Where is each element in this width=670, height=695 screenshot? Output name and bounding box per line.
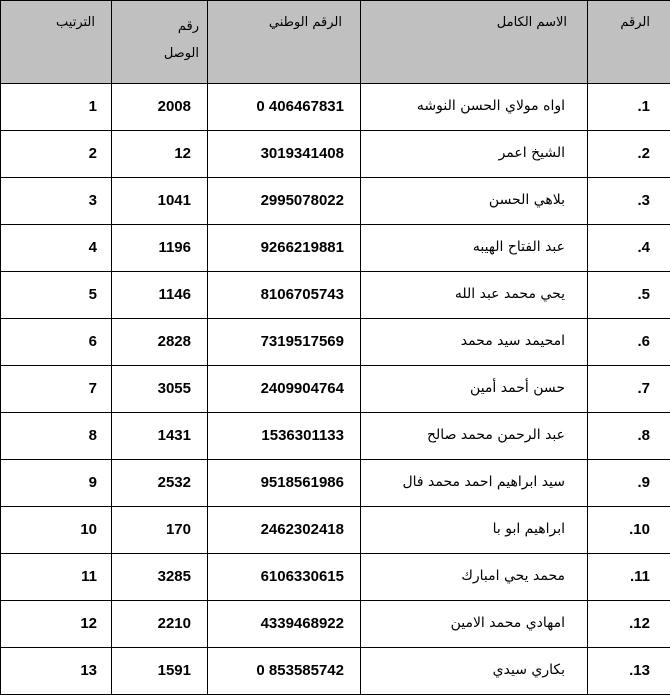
header-national-id: الرقم الوطني — [208, 1, 361, 84]
cell-rank: 5 — [1, 272, 112, 319]
table-row — [1, 272, 670, 319]
cell-rank: 9 — [1, 460, 112, 507]
cell-full-name: محمد يحي امبارك — [361, 554, 588, 601]
cell-national-id: 9518561986 — [208, 460, 361, 507]
cell-receipt: 2828 — [112, 319, 208, 366]
cell-rank: 2 — [1, 131, 112, 178]
table-row — [1, 601, 670, 648]
cell-number: .2 — [588, 131, 670, 178]
cell-full-name: امحيمد سيد محمد — [361, 319, 588, 366]
cell-national-id: 8106705743 — [208, 272, 361, 319]
cell-number: .8 — [588, 413, 670, 460]
cell-receipt: 1196 — [112, 225, 208, 272]
cell-number: .7 — [588, 366, 670, 413]
cell-national-id: 0 853585742 — [208, 648, 361, 695]
cell-number: .13 — [588, 648, 670, 695]
cell-receipt: 1146 — [112, 272, 208, 319]
cell-rank: 6 — [1, 319, 112, 366]
header-rank: الترتيب — [1, 1, 112, 84]
cell-number: .9 — [588, 460, 670, 507]
cell-rank: 4 — [1, 225, 112, 272]
header-receipt-line1: رقم — [178, 19, 199, 34]
cell-receipt: 12 — [112, 131, 208, 178]
cell-full-name: اواه مولاي الحسن النوشه — [361, 84, 588, 131]
cell-receipt: 2210 — [112, 601, 208, 648]
cell-rank: 10 — [1, 507, 112, 554]
table-row — [1, 413, 670, 460]
table-row — [1, 178, 670, 225]
cell-national-id: 7319517569 — [208, 319, 361, 366]
cell-full-name: بلاهي الحسن — [361, 178, 588, 225]
cell-number: .4 — [588, 225, 670, 272]
table-row — [1, 648, 670, 695]
cell-full-name: بكاري سيدي — [361, 648, 588, 695]
cell-receipt: 1431 — [112, 413, 208, 460]
cell-number: .11 — [588, 554, 670, 601]
header-full-name: الاسم الكامل — [361, 1, 588, 84]
cell-number: .5 — [588, 272, 670, 319]
cell-national-id: 2409904764 — [208, 366, 361, 413]
table-row — [1, 507, 670, 554]
table-row — [1, 554, 670, 601]
cell-national-id: 3019341408 — [208, 131, 361, 178]
table-row — [1, 131, 670, 178]
cell-receipt: 170 — [112, 507, 208, 554]
table-row — [1, 460, 670, 507]
cell-rank: 8 — [1, 413, 112, 460]
cell-number: .6 — [588, 319, 670, 366]
cell-full-name: عبد الرحمن محمد صالح — [361, 413, 588, 460]
table-row — [1, 225, 670, 272]
cell-receipt: 3055 — [112, 366, 208, 413]
cell-full-name: حسن أحمد أمين — [361, 366, 588, 413]
cell-rank: 1 — [1, 84, 112, 131]
cell-receipt: 1041 — [112, 178, 208, 225]
cell-full-name: الشيخ اعمر — [361, 131, 588, 178]
cell-receipt: 3285 — [112, 554, 208, 601]
cell-national-id: 9266219881 — [208, 225, 361, 272]
cell-national-id: 0 406467831 — [208, 84, 361, 131]
cell-rank: 13 — [1, 648, 112, 695]
cell-full-name: سيد ابراهيم احمد محمد فال — [361, 460, 588, 507]
cell-national-id: 2462302418 — [208, 507, 361, 554]
cell-number: .1 — [588, 84, 670, 131]
cell-national-id: 4339468922 — [208, 601, 361, 648]
cell-rank: 3 — [1, 178, 112, 225]
cell-number: .10 — [588, 507, 670, 554]
table-row — [1, 319, 670, 366]
cell-national-id: 1536301133 — [208, 413, 361, 460]
cell-full-name: عبد الفتاح الهيبه — [361, 225, 588, 272]
cell-receipt: 1591 — [112, 648, 208, 695]
cell-rank: 12 — [1, 601, 112, 648]
header-receipt — [112, 1, 208, 84]
cell-full-name: ابراهيم ابو با — [361, 507, 588, 554]
cell-full-name: امهادي محمد الامين — [361, 601, 588, 648]
table-row — [1, 84, 670, 131]
cell-number: .12 — [588, 601, 670, 648]
cell-full-name: يحي محمد عبد الله — [361, 272, 588, 319]
cell-rank: 7 — [1, 366, 112, 413]
table-row — [1, 366, 670, 413]
cell-receipt: 2532 — [112, 460, 208, 507]
cell-rank: 11 — [1, 554, 112, 601]
header-row — [1, 1, 670, 84]
cell-national-id: 2995078022 — [208, 178, 361, 225]
header-number: الرقم — [588, 1, 670, 84]
cell-number: .3 — [588, 178, 670, 225]
cell-national-id: 6106330615 — [208, 554, 361, 601]
header-receipt-line2: الوصل — [164, 46, 199, 61]
cell-receipt: 2008 — [112, 84, 208, 131]
